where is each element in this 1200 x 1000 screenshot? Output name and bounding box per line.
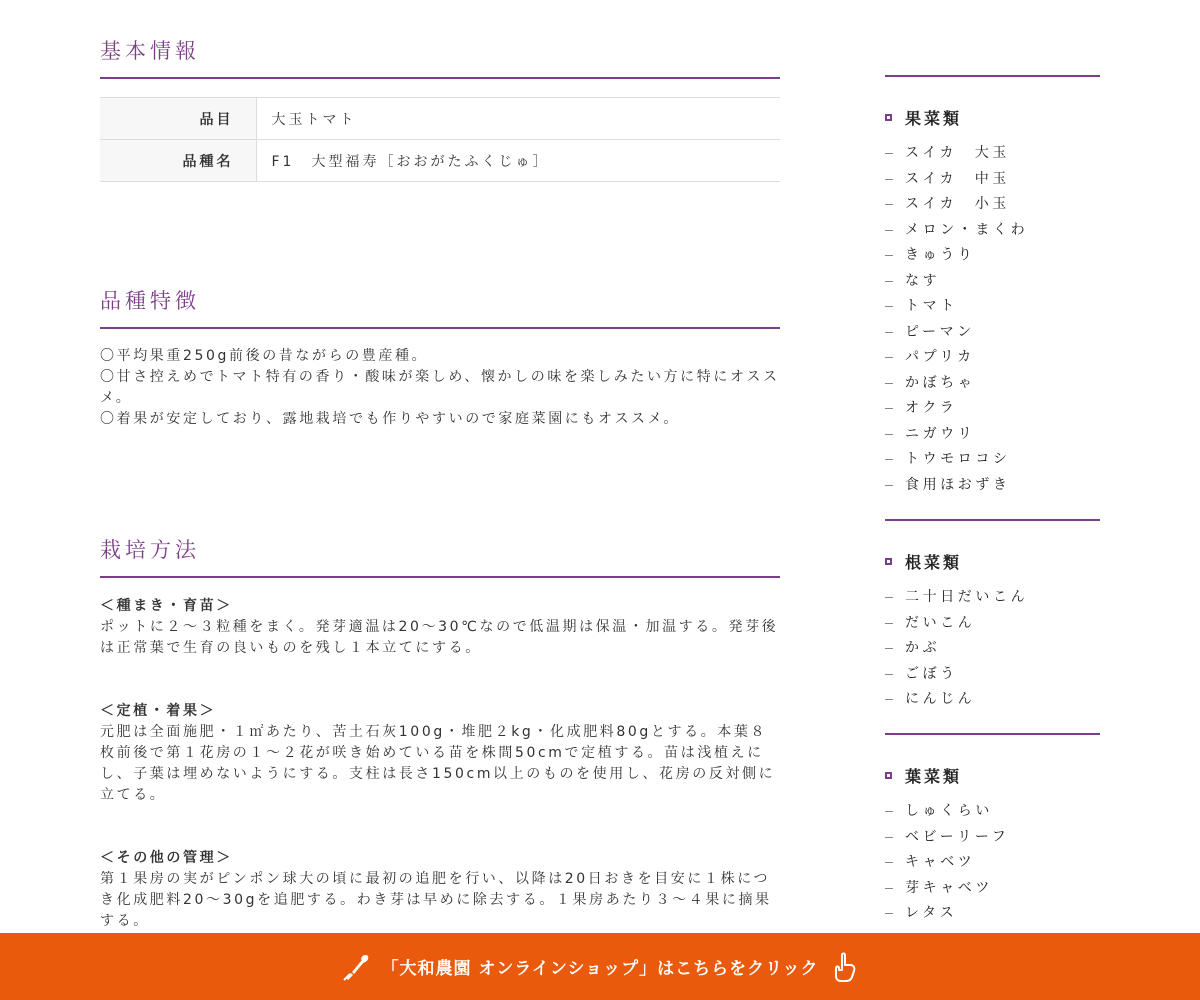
- features-section: [100, 285, 780, 329]
- dash-icon: [885, 699, 893, 700]
- sidebar-item-link[interactable]: トウモロコシ: [885, 447, 1100, 473]
- dash-icon: [885, 383, 893, 384]
- dash-icon: [885, 597, 893, 598]
- sidebar-item-link[interactable]: にんじん: [885, 687, 1100, 713]
- cultivation-text: 元肥は全面施肥・１㎡あたり、苦土石灰100g・堆肥２kg・化成肥料80gとする。本葉８枚前後で第１花房の１～２花が咲き始めている苗を株間50cmで定植する。苗は浅植えにし、子葉は埋めないようにする。支柱は長さ150cm以上のものを使用し、花房の反対側に立てる。: [100, 724, 776, 803]
- cultivation-section: [100, 534, 780, 578]
- info-table: [100, 97, 780, 182]
- sidebar-divider: [885, 733, 1100, 735]
- sidebar-item-link[interactable]: オクラ: [885, 396, 1100, 422]
- sidebar-item-link[interactable]: ベビーリーフ: [885, 825, 1100, 851]
- cultivation-heading: ＜定植・着果＞: [100, 703, 217, 719]
- feature-item: 〇平均果重250g前後の昔ながらの豊産種。: [100, 348, 429, 364]
- dash-icon: [885, 281, 893, 282]
- dash-icon: [885, 357, 893, 358]
- category-list: [885, 141, 1100, 498]
- sidebar-item-link[interactable]: かぶ: [885, 636, 1100, 662]
- table-row: [100, 98, 780, 140]
- dash-icon: [885, 408, 893, 409]
- cultivation-block-planting: [100, 701, 780, 806]
- feature-item: 〇甘さ控えめでトマト特有の香り・酸味が楽しめ、懐かしの味を楽しみたい方に特にオススメ。: [100, 369, 780, 406]
- info-label-variety: 品種名: [100, 140, 256, 182]
- sidebar-item-link[interactable]: かぼちゃ: [885, 371, 1100, 397]
- dash-icon: [885, 837, 893, 838]
- category-list: [885, 799, 1100, 927]
- feature-item: 〇着果が安定しており、露地栽培でも作りやすいので家庭菜園にもオススメ。: [100, 411, 681, 427]
- square-bullet-icon: [885, 558, 892, 565]
- square-bullet-icon: [885, 772, 892, 779]
- cultivation-title: 栽培方法: [100, 534, 780, 578]
- category-title: [885, 551, 1100, 575]
- dash-icon: [885, 230, 893, 231]
- category-title: [885, 107, 1100, 131]
- sidebar-item-link[interactable]: パプリカ: [885, 345, 1100, 371]
- dash-icon: [885, 255, 893, 256]
- sidebar-item-link[interactable]: 二十日だいこん: [885, 585, 1100, 611]
- online-shop-banner[interactable]: [0, 933, 1200, 1000]
- sidebar-item-link[interactable]: きゅうり: [885, 243, 1100, 269]
- cultivation-block-other: [100, 848, 780, 932]
- sidebar-item-link[interactable]: キャベツ: [885, 850, 1100, 876]
- category-root-vegetables: [885, 551, 1100, 713]
- sidebar-item-link[interactable]: ごぼう: [885, 662, 1100, 688]
- dash-icon: [885, 862, 893, 863]
- sidebar-item-link[interactable]: スイカ 小玉: [885, 192, 1100, 218]
- category-title-label: 根菜類: [905, 553, 963, 572]
- dash-icon: [885, 485, 893, 486]
- sidebar-divider: [885, 75, 1100, 77]
- dash-icon: [885, 623, 893, 624]
- sidebar-item-link[interactable]: だいこん: [885, 611, 1100, 637]
- dash-icon: [885, 332, 893, 333]
- dash-icon: [885, 204, 893, 205]
- shovel-icon: [342, 952, 370, 982]
- cultivation-text: 第１果房の実がピンポン球大の頃に最初の追肥を行い、以降は20日おきを目安に１株につき化成肥料20～30gを追肥する。わき芽は早めに除去する。１果房あたり３～４果に摘果する。: [100, 871, 772, 929]
- dash-icon: [885, 306, 893, 307]
- dash-icon: [885, 459, 893, 460]
- info-value-variety: F1 大型福寿［おおがたふくじゅ］: [256, 140, 780, 182]
- category-fruit-vegetables: [885, 107, 1100, 498]
- category-leaf-vegetables: [885, 765, 1100, 927]
- sidebar-item-link[interactable]: スイカ 中玉: [885, 167, 1100, 193]
- sidebar-item-link[interactable]: 食用ほおずき: [885, 473, 1100, 499]
- dash-icon: [885, 179, 893, 180]
- dash-icon: [885, 811, 893, 812]
- basic-info-section: [100, 35, 780, 79]
- sidebar-item-link[interactable]: ピーマン: [885, 320, 1100, 346]
- cultivation-block-sowing: [100, 596, 780, 659]
- cultivation-text: ポットに２～３粒種をまく。発芽適温は20～30℃なので低温期は保温・加温する。発芽後は正常葉で生育の良いものを残し１本立てにする。: [100, 619, 779, 656]
- category-title: [885, 765, 1100, 789]
- features-title: 品種特徴: [100, 285, 780, 329]
- dash-icon: [885, 648, 893, 649]
- basic-info-title: 基本情報: [100, 35, 780, 79]
- sidebar-divider: [885, 519, 1100, 521]
- category-title-label: 果菜類: [905, 109, 963, 128]
- sidebar-item-link[interactable]: スイカ 大玉: [885, 141, 1100, 167]
- sidebar-item-link[interactable]: トマト: [885, 294, 1100, 320]
- cultivation-heading: ＜種まき・育苗＞: [100, 598, 233, 614]
- sidebar-item-link[interactable]: しゅくらい: [885, 799, 1100, 825]
- dash-icon: [885, 674, 893, 675]
- dash-icon: [885, 153, 893, 154]
- dash-icon: [885, 913, 893, 914]
- sidebar-item-link[interactable]: レタス: [885, 901, 1100, 927]
- info-label-item: 品目: [100, 98, 256, 140]
- sidebar-item-link[interactable]: 芽キャベツ: [885, 876, 1100, 902]
- pointing-hand-icon: [830, 952, 858, 982]
- category-title-label: 葉菜類: [905, 767, 963, 786]
- banner-text[interactable]: 「大和農園 オンラインショップ」はこちらをクリック: [381, 959, 819, 979]
- sidebar-item-link[interactable]: ニガウリ: [885, 422, 1100, 448]
- sidebar-item-link[interactable]: なす: [885, 269, 1100, 295]
- features-list: [100, 346, 780, 430]
- category-list: [885, 585, 1100, 713]
- dash-icon: [885, 434, 893, 435]
- square-bullet-icon: [885, 114, 892, 121]
- sidebar-item-link[interactable]: メロン・まくわ: [885, 218, 1100, 244]
- table-row: [100, 140, 780, 182]
- dash-icon: [885, 888, 893, 889]
- cultivation-heading: ＜その他の管理＞: [100, 850, 233, 866]
- info-value-item: 大玉トマト: [256, 98, 780, 140]
